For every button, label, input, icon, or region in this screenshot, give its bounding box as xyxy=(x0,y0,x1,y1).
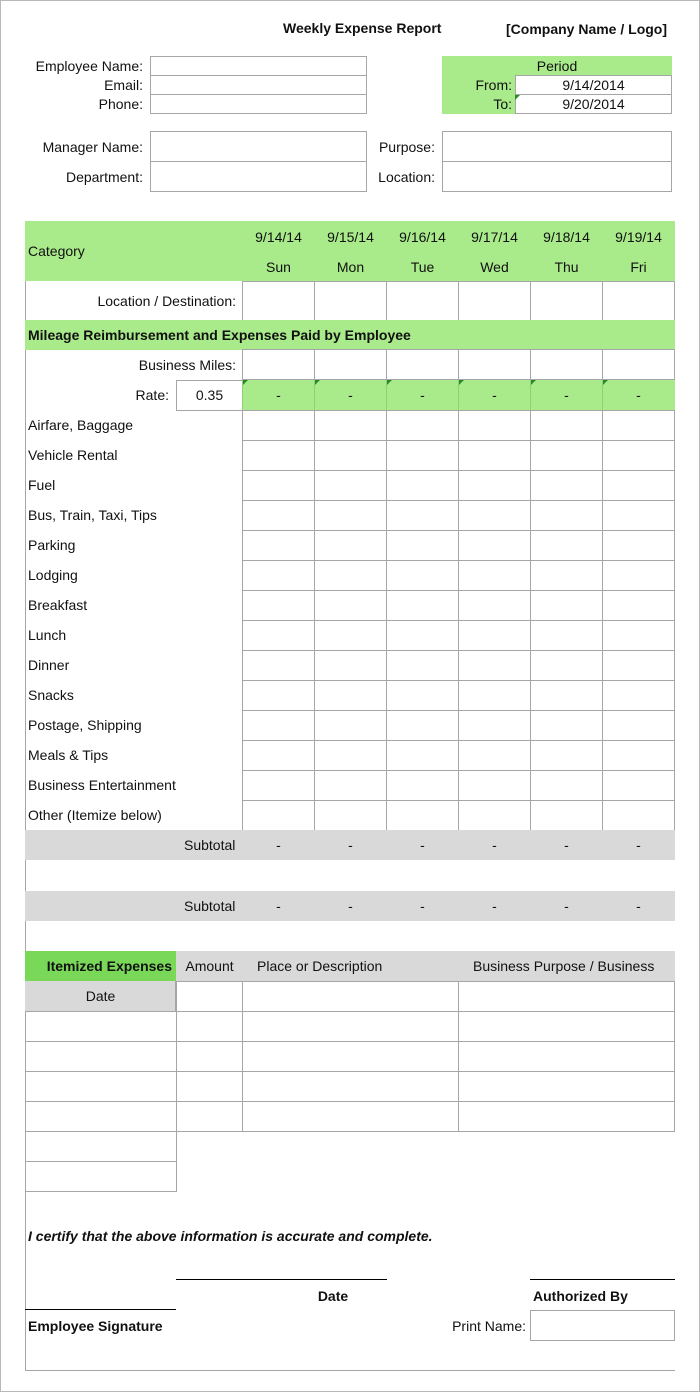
itemized-cell[interactable] xyxy=(242,1101,459,1132)
place-description-header: Place or Description xyxy=(257,958,383,974)
expense-cell[interactable] xyxy=(530,770,603,801)
day-header-0: Sun xyxy=(266,259,291,275)
expense-cell[interactable] xyxy=(386,620,459,651)
subtotal-1-value-2: - xyxy=(420,837,425,853)
expense-cell[interactable] xyxy=(530,650,603,681)
category-label: Lodging xyxy=(28,567,78,583)
expense-cell[interactable] xyxy=(242,440,315,471)
expense-cell[interactable] xyxy=(386,560,459,591)
expense-cell[interactable] xyxy=(314,680,387,711)
business-miles-label: Business Miles: xyxy=(138,357,236,373)
expense-cell[interactable] xyxy=(458,800,531,831)
certify-statement: I certify that the above information is accurate and complete. xyxy=(28,1228,433,1244)
location-cell-5[interactable] xyxy=(602,281,675,321)
department-label: Department: xyxy=(65,169,143,185)
miles-cell-0[interactable] xyxy=(242,349,315,380)
authorized-signature-line xyxy=(530,1279,675,1280)
expense-cell[interactable] xyxy=(458,710,531,741)
expense-cell[interactable] xyxy=(602,770,675,801)
category-label: Vehicle Rental xyxy=(28,447,118,463)
location-cell-1[interactable] xyxy=(314,281,387,321)
expense-cell[interactable] xyxy=(386,530,459,561)
subtotal-label-1: Subtotal xyxy=(184,837,236,853)
expense-cell[interactable] xyxy=(314,440,387,471)
expense-cell[interactable] xyxy=(242,530,315,561)
employee-signature-label: Employee Signature xyxy=(28,1318,163,1334)
date-label: Date xyxy=(317,1288,349,1304)
date-header-4: 9/18/14 xyxy=(543,229,590,245)
subtotal-1-value-1: - xyxy=(348,837,353,853)
expense-cell[interactable] xyxy=(386,410,459,441)
cell-marker-icon xyxy=(603,380,608,385)
category-label: Lunch xyxy=(28,627,67,643)
cell-marker-icon xyxy=(243,380,248,385)
expense-cell[interactable] xyxy=(386,740,459,771)
day-header-5: Fri xyxy=(630,259,647,275)
print-name-label: Print Name: xyxy=(452,1318,526,1334)
expense-cell[interactable] xyxy=(530,740,603,771)
subtotal-1-value-3: - xyxy=(492,837,497,853)
subtotal-2-value-1: - xyxy=(348,898,353,914)
day-header-1: Mon xyxy=(336,259,365,275)
expense-cell[interactable] xyxy=(458,650,531,681)
expense-cell[interactable] xyxy=(602,530,675,561)
location-cell-3[interactable] xyxy=(458,281,531,321)
period-to-value: 9/20/2014 xyxy=(562,96,625,112)
email-label: Email: xyxy=(104,77,143,93)
location-destination-label: Location / Destination: xyxy=(97,293,236,309)
expense-cell[interactable] xyxy=(314,560,387,591)
miles-cell-2[interactable] xyxy=(386,349,459,380)
phone-label: Phone: xyxy=(98,96,143,112)
location-label: Location: xyxy=(378,169,435,185)
expense-cell[interactable] xyxy=(530,500,603,531)
subtotal-1-value-4: - xyxy=(564,837,569,853)
miles-cell-4[interactable] xyxy=(530,349,603,380)
expense-cell[interactable] xyxy=(530,620,603,651)
expense-cell[interactable] xyxy=(242,650,315,681)
itemized-cell[interactable] xyxy=(176,1041,243,1072)
cell-marker-icon xyxy=(315,380,320,385)
department-input[interactable] xyxy=(150,161,367,192)
expense-cell[interactable] xyxy=(458,500,531,531)
itemized-date-cell[interactable] xyxy=(25,1071,177,1102)
itemized-cell[interactable] xyxy=(458,1041,675,1072)
itemized-date-cell[interactable] xyxy=(25,1161,177,1192)
expense-cell[interactable] xyxy=(530,440,603,471)
expense-cell[interactable] xyxy=(314,590,387,621)
category-label: Business Entertainment xyxy=(28,777,176,793)
category-label: Breakfast xyxy=(28,597,88,613)
date-header-3: 9/17/14 xyxy=(471,229,518,245)
expense-cell[interactable] xyxy=(314,500,387,531)
itemized-cell[interactable] xyxy=(458,1011,675,1042)
expense-cell[interactable] xyxy=(242,770,315,801)
category-label: Meals & Tips xyxy=(28,747,109,763)
expense-cell[interactable] xyxy=(602,650,675,681)
expense-cell[interactable] xyxy=(242,470,315,501)
date-header-5: 9/19/14 xyxy=(615,229,662,245)
expense-cell[interactable] xyxy=(242,560,315,591)
cell-marker-icon xyxy=(387,380,392,385)
expense-cell[interactable] xyxy=(458,680,531,711)
expense-cell[interactable] xyxy=(602,590,675,621)
itemized-cell[interactable] xyxy=(242,1071,459,1102)
expense-cell[interactable] xyxy=(314,800,387,831)
rate-result-2: - xyxy=(420,387,425,403)
itemized-cell[interactable] xyxy=(176,1011,243,1042)
miles-cell-5[interactable] xyxy=(602,349,675,380)
section-title: Mileage Reimbursement and Expenses Paid by Employee xyxy=(28,327,411,343)
date-header: Date xyxy=(85,988,116,1004)
expense-cell[interactable] xyxy=(530,530,603,561)
expense-cell[interactable] xyxy=(386,500,459,531)
expense-cell[interactable] xyxy=(242,410,315,441)
subtotal-1-value-0: - xyxy=(276,837,281,853)
expense-cell[interactable] xyxy=(530,680,603,711)
rate-result-5: - xyxy=(636,387,641,403)
expense-cell[interactable] xyxy=(602,620,675,651)
itemized-cell[interactable] xyxy=(176,1071,243,1102)
subtotal-2-value-5: - xyxy=(636,898,641,914)
rate-result-1: - xyxy=(348,387,353,403)
expense-cell[interactable] xyxy=(242,680,315,711)
expense-cell[interactable] xyxy=(386,680,459,711)
report-title: Weekly Expense Report xyxy=(283,20,442,36)
category-label: Dinner xyxy=(28,657,70,673)
itemized-date-cell[interactable] xyxy=(25,1011,177,1042)
expense-cell[interactable] xyxy=(530,800,603,831)
date-header-2: 9/16/14 xyxy=(399,229,446,245)
category-label: Postage, Shipping xyxy=(28,717,142,733)
subtotal-2-value-2: - xyxy=(420,898,425,914)
expense-cell[interactable] xyxy=(530,560,603,591)
itemized-cell[interactable] xyxy=(242,1041,459,1072)
expense-cell[interactable] xyxy=(530,710,603,741)
date-header-0: 9/14/14 xyxy=(255,229,302,245)
subtotal-1-value-5: - xyxy=(636,837,641,853)
day-header-2: Tue xyxy=(410,259,435,275)
employee-name-input[interactable] xyxy=(150,56,367,76)
subtotal-2-value-4: - xyxy=(564,898,569,914)
rate-label: Rate: xyxy=(135,387,169,403)
cell-marker-icon xyxy=(531,380,536,385)
expense-cell[interactable] xyxy=(602,500,675,531)
purpose-label: Purpose: xyxy=(378,139,435,155)
location-cell-2[interactable] xyxy=(386,281,459,321)
day-header-3: Wed xyxy=(480,259,509,275)
expense-cell[interactable] xyxy=(602,680,675,711)
expense-cell[interactable] xyxy=(458,770,531,801)
expense-cell[interactable] xyxy=(386,770,459,801)
expense-cell[interactable] xyxy=(386,710,459,741)
expense-cell[interactable] xyxy=(458,440,531,471)
location-cell-0[interactable] xyxy=(242,281,315,321)
rate-result-0: - xyxy=(276,387,281,403)
expense-cell[interactable] xyxy=(242,740,315,771)
expense-cell[interactable] xyxy=(314,770,387,801)
itemized-date-cell[interactable] xyxy=(25,1131,177,1162)
expense-cell[interactable] xyxy=(386,590,459,621)
expense-cell[interactable] xyxy=(530,470,603,501)
cell-marker-icon xyxy=(515,95,520,100)
expense-cell[interactable] xyxy=(530,590,603,621)
category-label: Other (Itemize below) xyxy=(28,807,162,823)
subtotal-2-value-3: - xyxy=(492,898,497,914)
itemized-title: Itemized Expenses xyxy=(46,958,172,974)
itemized-cell[interactable] xyxy=(458,1101,675,1132)
expense-cell[interactable] xyxy=(458,740,531,771)
amount-header: Amount xyxy=(185,958,234,974)
expense-cell[interactable] xyxy=(458,560,531,591)
expense-cell[interactable] xyxy=(386,440,459,471)
manager-name-label: Manager Name: xyxy=(42,139,143,155)
expense-cell[interactable] xyxy=(242,620,315,651)
miles-cell-1[interactable] xyxy=(314,349,387,380)
expense-cell[interactable] xyxy=(602,560,675,591)
expense-cell[interactable] xyxy=(386,800,459,831)
category-label: Fuel xyxy=(28,477,56,493)
expense-cell[interactable] xyxy=(314,410,387,441)
expense-cell[interactable] xyxy=(530,410,603,441)
expense-cell[interactable] xyxy=(314,470,387,501)
category-label: Bus, Train, Taxi, Tips xyxy=(28,507,157,523)
expense-cell[interactable] xyxy=(458,470,531,501)
itemized-cell[interactable] xyxy=(242,1011,459,1042)
period-from-value: 9/14/2014 xyxy=(562,77,625,93)
employee-signature-line xyxy=(25,1309,176,1310)
expense-cell[interactable] xyxy=(314,650,387,681)
manager-name-input[interactable] xyxy=(150,131,367,162)
expense-cell[interactable] xyxy=(242,590,315,621)
expense-cell[interactable] xyxy=(602,440,675,471)
itemized-cell[interactable] xyxy=(242,981,459,1012)
period-title: Period xyxy=(536,58,578,74)
category-label: Airfare, Baggage xyxy=(28,417,134,433)
expense-cell[interactable] xyxy=(314,530,387,561)
rate-result-4: - xyxy=(564,387,569,403)
period-to-label: To: xyxy=(493,96,512,112)
itemized-date-cell[interactable] xyxy=(25,1041,177,1072)
location-cell-4[interactable] xyxy=(530,281,603,321)
expense-cell[interactable] xyxy=(242,500,315,531)
print-name-input[interactable] xyxy=(530,1310,675,1341)
itemized-cell[interactable] xyxy=(458,1071,675,1102)
expense-cell[interactable] xyxy=(386,470,459,501)
period-from-label: From: xyxy=(475,77,512,93)
itemized-cell[interactable] xyxy=(176,1101,243,1132)
expense-cell[interactable] xyxy=(602,740,675,771)
employee-name-label: Employee Name: xyxy=(35,58,143,74)
subtotal-label-2: Subtotal xyxy=(184,898,236,914)
expense-cell[interactable] xyxy=(242,710,315,741)
company-logo-placeholder: [Company Name / Logo] xyxy=(506,21,668,37)
day-header-4: Thu xyxy=(554,259,579,275)
expense-cell[interactable] xyxy=(242,800,315,831)
expense-cell[interactable] xyxy=(602,710,675,741)
expense-cell[interactable] xyxy=(458,620,531,651)
expense-cell[interactable] xyxy=(458,530,531,561)
location-input[interactable] xyxy=(442,161,672,192)
phone-input[interactable] xyxy=(150,94,367,114)
expense-cell[interactable] xyxy=(314,620,387,651)
itemized-cell[interactable] xyxy=(458,981,675,1012)
category-label: Parking xyxy=(28,537,76,553)
expense-cell[interactable] xyxy=(602,470,675,501)
expense-cell[interactable] xyxy=(386,650,459,681)
category-header: Category xyxy=(28,243,85,259)
itemized-date-cell[interactable] xyxy=(25,1101,177,1132)
rate-result-3: - xyxy=(492,387,497,403)
miles-cell-3[interactable] xyxy=(458,349,531,380)
purpose-input[interactable] xyxy=(442,131,672,162)
business-purpose-header: Business Purpose / Business xyxy=(473,958,655,974)
expense-cell[interactable] xyxy=(314,740,387,771)
expense-cell[interactable] xyxy=(458,590,531,621)
email-input[interactable] xyxy=(150,75,367,95)
category-label: Snacks xyxy=(28,687,74,703)
date-signature-line xyxy=(176,1279,387,1280)
rate-value: 0.35 xyxy=(195,387,224,403)
date-header-1: 9/15/14 xyxy=(327,229,374,245)
expense-cell[interactable] xyxy=(314,710,387,741)
expense-cell[interactable] xyxy=(602,410,675,441)
cell-marker-icon xyxy=(459,380,464,385)
expense-cell[interactable] xyxy=(602,800,675,831)
authorized-by-label: Authorized By xyxy=(533,1288,628,1304)
subtotal-2-value-0: - xyxy=(276,898,281,914)
expense-cell[interactable] xyxy=(458,410,531,441)
itemized-cell[interactable] xyxy=(176,981,243,1012)
